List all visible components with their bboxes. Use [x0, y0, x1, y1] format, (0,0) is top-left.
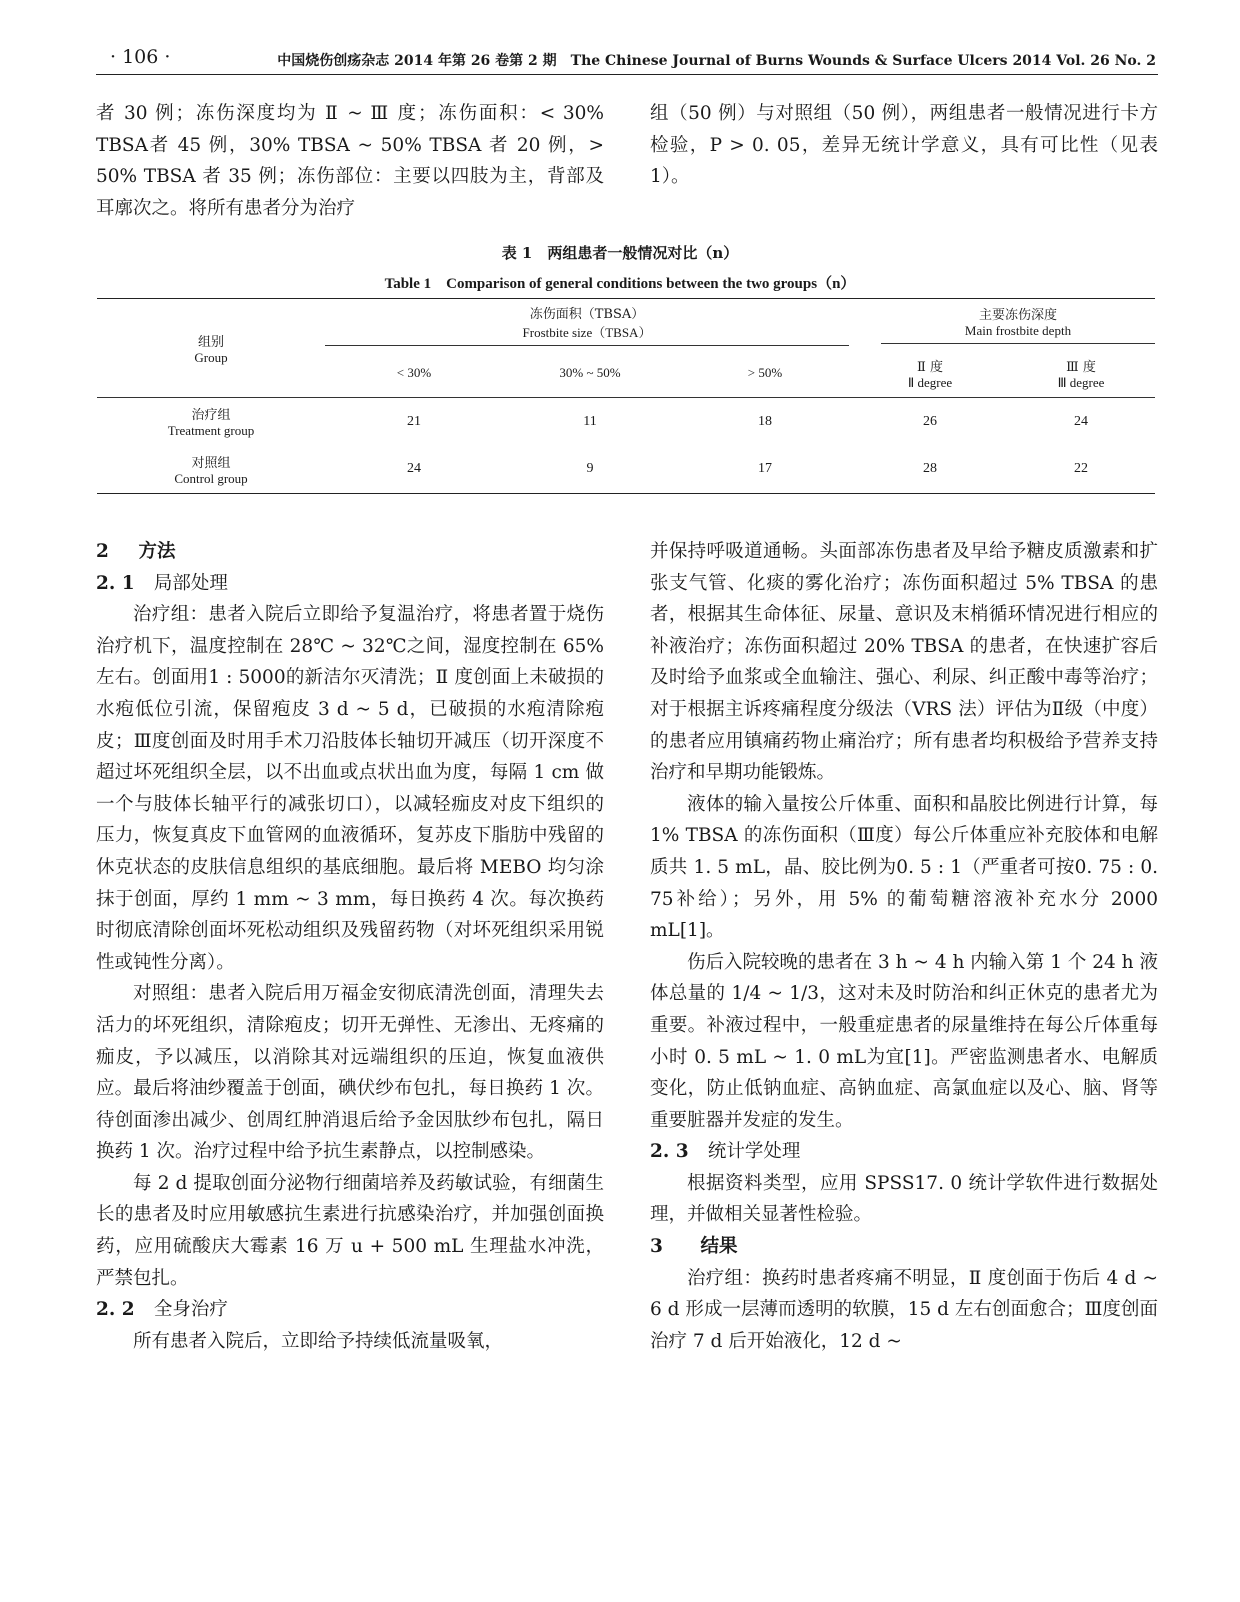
body-right-column — [650, 536, 1158, 1357]
table-cell: 21 — [407, 413, 421, 429]
depth-header — [853, 299, 1155, 350]
table-caption-en: Table 1 Comparison of general conditions between the two groups（n） — [384, 276, 856, 292]
paragraph: 治疗组：换药时患者疼痛不明显，Ⅱ 度创面于伤后 4 d ~ 6 d 形成一层薄而透明的软膜，15 d 左右创面愈合；Ⅲ度创面治疗 7 d 后开始液化，12 d ~ — [650, 1267, 1158, 1352]
group-header-cn: 组别 — [197, 334, 224, 350]
row-label-en: Control group — [174, 470, 248, 486]
intro-right-text: 组（50 例）与对照组（50 例），两组患者一般情况进行卡方检验，P > 0. 05，差异无统计学意义，具有可比性（见表 1）。 — [650, 103, 1158, 188]
paragraph: 治疗组：患者入院后立即给予复温治疗，将患者置于烧伤治疗机下，温度控制在 28℃ ~ 32℃之间，湿度控制在 65% 左右。创面用1 : 5000的新洁尔灭清洗；Ⅱ 度创面上未破损的水疱低位引流，保留疱皮 3 d ~ 5 d，已破损的水疱清除疱皮；Ⅲ度创面及时用手术刀沿肢体长轴切开减压（切开深度不超过坏死组织全层，以不出血或点状出血为度，每隔 1 cm 做一个与肢体长轴平行的减张切口），以减轻痂皮对皮下组织的压力，恢复真皮下血管网的血液循环，复苏皮下脂肪中残留的休克状态的皮肤信息组织的基底细胞。最后将 MEBO 均匀涂抹于创面，厚约 1 mm ~ 3 mm，每日换药 4 次。每次换药时彻底清除创面坏死松动组织及残留药物（对坏死组织采用锐性或钝性分离）。 — [96, 604, 604, 973]
table-row — [97, 398, 1155, 446]
degree2-en: Ⅱ degree — [907, 374, 953, 390]
section-number: 3 — [650, 1236, 663, 1258]
col-header-lt30: < 30% — [396, 365, 432, 381]
col-header-30-50: 30% ~ 50% — [559, 365, 621, 381]
table-cell: 22 — [1074, 461, 1088, 477]
paragraph: 对照组：患者入院后用万福金安彻底清洗创面，清理失去活力的坏死组织，清除疱皮；切开无弹性、无渗出、无疼痛的痂皮，予以减压，以消除其对远端组织的压迫，恢复血液供应。最后将油纱覆盖于创面，碘伏纱布包扎，每日换药 1 次。待创面渗出减少、创周红肿消退后给予金因肽纱布包扎，隔日换药 1 次。治疗过程中给予抗生素静点，以控制感染。 — [96, 983, 604, 1163]
row-label-cn: 对照组 — [191, 455, 231, 471]
table-cell: 24 — [1074, 413, 1088, 429]
table-caption-cn: 表 1 两组患者一般情况对比（n） — [501, 244, 739, 262]
col-header-gt50: > 50% — [747, 365, 783, 381]
degree2-cn: Ⅱ 度 — [917, 359, 943, 375]
subsection-number: 2. 3 — [650, 1141, 689, 1163]
table-cell: 18 — [758, 413, 772, 429]
table-cell: 24 — [407, 461, 421, 477]
subsection-heading — [96, 568, 604, 600]
comparison-table — [97, 298, 1155, 494]
paragraph: 根据资料类型，应用 SPSS17. 0 统计学软件进行数据处理，并做相关显著性检验。 — [650, 1172, 1158, 1226]
size-header-en: Frostbite size（TBSA） — [522, 324, 652, 340]
running-header — [96, 44, 1156, 72]
paragraph: 并保持呼吸道通畅。头面部冻伤患者及早给予糖皮质激素和扩张支气管、化痰的雾化治疗；冻伤面积超过 5% TBSA 的患者，根据其生命体征、尿量、意识及末梢循环情况进行相应的补液治疗；冻伤面积超过 20% TBSA 的患者，在快速扩容后及时给予血浆或全血输注、强心、利尿、纠正酸中毒等治疗；对于根据主诉疼痛程度分级法（VRS 法）评估为Ⅱ级（中度）的患者应用镇痛药物止痛治疗；所有患者均积极给予营养支持治疗和早期功能锻炼。 — [650, 541, 1158, 784]
subsection-heading — [650, 1136, 1158, 1168]
page-number: · 106 · — [110, 46, 171, 68]
row-label-en: Treatment group — [167, 423, 255, 439]
subsection-number: 2. 1 — [96, 572, 135, 594]
col-header-degree2 — [853, 349, 1007, 397]
size-header — [325, 299, 853, 350]
size-header-cn: 冻伤面积（TBSA） — [529, 306, 645, 322]
table-row — [97, 446, 1155, 494]
section-heading — [96, 536, 604, 568]
subsection-heading — [96, 1294, 604, 1326]
subsection-title: 局部处理 — [153, 572, 228, 594]
subsection-title: 全身治疗 — [153, 1299, 228, 1321]
depth-header-en: Main frostbite depth — [964, 323, 1072, 339]
table-cell: 26 — [923, 413, 937, 429]
row-label-cn: 治疗组 — [191, 408, 231, 424]
intro-left-text: 者 30 例；冻伤深度均为 Ⅱ ~ Ⅲ 度；冻伤面积：< 30% TBSA者 45 例，30% TBSA ~ 50% TBSA 者 20 例，> 50% TBSA 者 35 例；冻伤部位：主要以四肢为主，背部及耳廓次之。将所有患者分为治疗 — [96, 103, 604, 219]
header-rule — [96, 74, 1158, 75]
body-left-column — [96, 536, 604, 1357]
depth-header-cn: 主要冻伤深度 — [978, 308, 1057, 324]
table-cell: 28 — [923, 461, 937, 477]
table-cell: 9 — [586, 461, 594, 477]
table-cell: 17 — [758, 461, 772, 477]
degree3-cn: Ⅲ 度 — [1066, 359, 1096, 375]
table-cell: 11 — [583, 413, 597, 429]
section-title: 结果 — [700, 1236, 738, 1258]
section-title: 方法 — [138, 541, 176, 562]
group-header — [97, 299, 325, 398]
paragraph: 每 2 d 提取创面分泌物行细菌培养及药敏试验，有细菌生长的患者及时应用敏感抗生素进行抗感染治疗，并加强创面换药，应用硫酸庆大霉素 16 万 u + 500 mL 生理盐水冲洗，严禁包扎。 — [96, 1172, 604, 1289]
section-heading — [650, 1231, 1158, 1263]
row-label-treatment — [97, 398, 325, 446]
degree3-en: Ⅲ degree — [1057, 374, 1105, 390]
paragraph: 所有患者入院后，立即给予持续低流量吸氧， — [133, 1330, 504, 1352]
intro-left-column — [96, 98, 604, 224]
paragraph: 伤后入院较晚的患者在 3 h ~ 4 h 内输入第 1 个 24 h 液体总量的 1/4 ~ 1/3，这对未及时防治和纠正休克的患者尤为重要。补液过程中，一般重症患者的尿量维持在每公斤体重每小时 0. 5 mL ~ 1. 0 mL为宜[1]。严密监测患者水、电解质变化，防止低钠血症、高钠血症、高氯血症以及心、脑、肾等重要脏器并发症的发生。 — [650, 951, 1158, 1131]
paragraph: 液体的输入量按公斤体重、面积和晶胶比例进行计算，每 1% TBSA 的冻伤面积（Ⅲ度）每公斤体重应补充胶体和电解质共 1. 5 mL，晶、胶比例为0. 5 : 1（严重者可按0. 75 : 0. 75补给）；另外，用 5% 的葡萄糖溶液补充水分 2000 mL[1]。 — [650, 793, 1158, 942]
group-header-en: Group — [194, 349, 228, 365]
subsection-title: 统计学处理 — [707, 1141, 801, 1163]
journal-title: 中国烧伤创疡杂志 2014 年第 26 卷第 2 期 The Chinese Journal of Burns Wounds & Surface Ulcers 2014 Vol. 26 No. 2 — [277, 53, 1156, 69]
col-header-degree3 — [1007, 349, 1155, 397]
row-label-control — [97, 446, 325, 494]
subsection-number: 2. 2 — [96, 1299, 135, 1321]
intro-right-column — [650, 98, 1158, 193]
section-number: 2 — [96, 541, 109, 562]
